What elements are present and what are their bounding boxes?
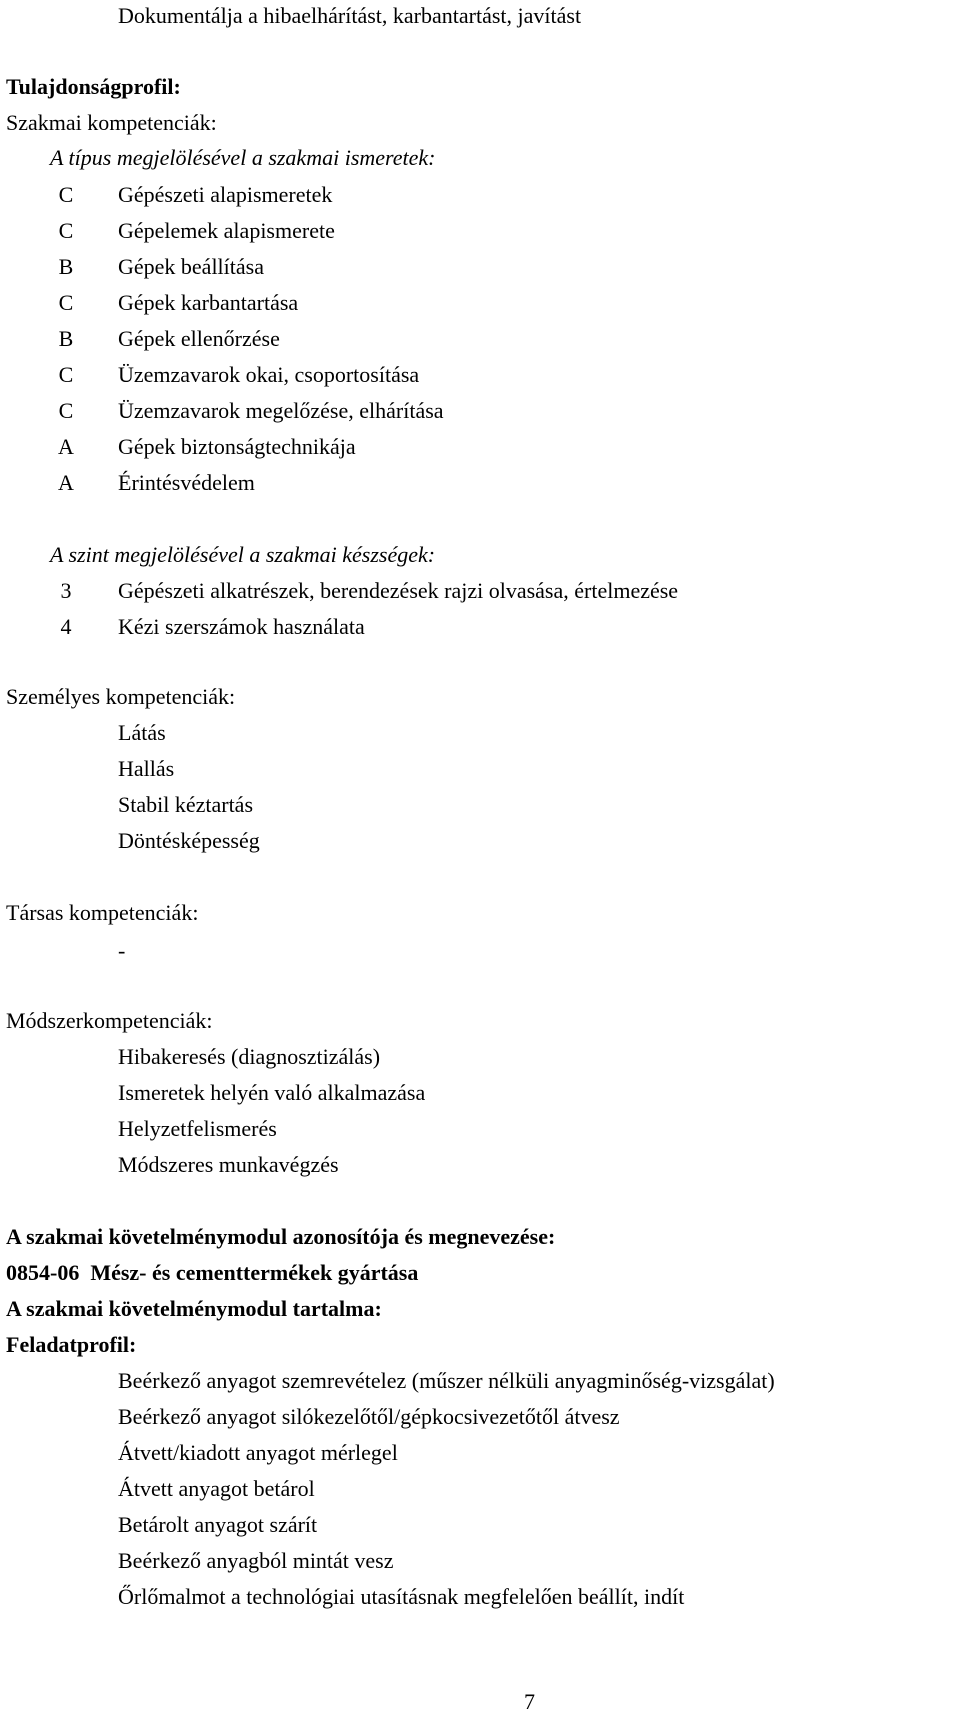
item-text: Gépek biztonságtechnikája xyxy=(118,434,356,459)
level-code: C xyxy=(58,290,74,315)
task-item: Beérkező anyagból mintát vesz xyxy=(118,1548,394,1573)
task-item: Őrlőmalmot a technológiai utasításnak megfelelően beállít, indít xyxy=(118,1584,685,1609)
method-item: Hibakeresés (diagnosztizálás) xyxy=(118,1044,381,1069)
level-code: B xyxy=(58,254,74,279)
item-text: Érintésvédelem xyxy=(118,470,255,495)
task-item: Betárolt anyagot szárít xyxy=(118,1512,318,1537)
level-code: C xyxy=(58,218,74,243)
task-item: Átvett anyagot betárol xyxy=(118,1476,315,1501)
module-id-value: 0854-06 Mész- és cementtermékek gyártása xyxy=(6,1260,419,1285)
personal-item: Döntésképesség xyxy=(118,828,260,853)
page-number: 7 xyxy=(524,1689,535,1714)
header-line: Dokumentálja a hibaelhárítást, karbantartást, javítást xyxy=(118,3,582,28)
method-title: Módszerkompetenciák: xyxy=(6,1008,213,1033)
level-code: A xyxy=(58,470,74,495)
knowledge-heading: A típus megjelölésével a szakmai ismeretek: xyxy=(50,145,436,170)
level-code: C xyxy=(58,182,74,207)
personal-title: Személyes kompetenciák: xyxy=(6,684,236,709)
personal-item: Hallás xyxy=(118,756,175,781)
task-profile-title: Feladatprofil: xyxy=(6,1332,137,1357)
item-text: Gépek beállítása xyxy=(118,254,264,279)
item-text: Gépészeti alapismeretek xyxy=(118,182,333,207)
item-text: Üzemzavarok okai, csoportosítása xyxy=(118,362,420,387)
social-item: - xyxy=(118,938,126,963)
item-text: Gépelemek alapismerete xyxy=(118,218,335,243)
profile-title: Tulajdonságprofil: xyxy=(6,74,181,99)
level-code: 3 xyxy=(60,578,72,603)
level-code: A xyxy=(58,434,74,459)
personal-item: Stabil kéztartás xyxy=(118,792,254,817)
method-item: Ismeretek helyén való alkalmazása xyxy=(118,1080,426,1105)
item-text: Gépek ellenőrzése xyxy=(118,326,280,351)
level-code: C xyxy=(58,398,74,423)
item-text: Üzemzavarok megelőzése, elhárítása xyxy=(118,398,444,423)
level-code: 4 xyxy=(60,614,72,639)
task-item: Beérkező anyagot szemrevételez (műszer nélküli anyagminőség-vizsgálat) xyxy=(118,1368,775,1393)
item-text: Gépészeti alkatrészek, berendezések rajzi olvasása, értelmezése xyxy=(118,578,679,603)
method-item: Módszeres munkavégzés xyxy=(118,1152,339,1177)
professional-title: Szakmai kompetenciák: xyxy=(6,110,217,135)
task-item: Beérkező anyagot silókezelőtől/gépkocsivezetőtől átvesz xyxy=(118,1404,620,1429)
personal-item: Látás xyxy=(118,720,166,745)
item-text: Gépek karbantartása xyxy=(118,290,299,315)
social-title: Társas kompetenciák: xyxy=(6,900,199,925)
task-item: Átvett/kiadott anyagot mérlegel xyxy=(118,1440,398,1465)
module-id-label: A szakmai követelménymodul azonosítója és megnevezése: xyxy=(6,1224,556,1249)
item-text: Kézi szerszámok használata xyxy=(118,614,365,639)
module-content-label: A szakmai követelménymodul tartalma: xyxy=(6,1296,382,1321)
skills-heading: A szint megjelölésével a szakmai készségek: xyxy=(50,542,436,567)
level-code: B xyxy=(58,326,74,351)
level-code: C xyxy=(58,362,74,387)
method-item: Helyzetfelismerés xyxy=(118,1116,277,1141)
